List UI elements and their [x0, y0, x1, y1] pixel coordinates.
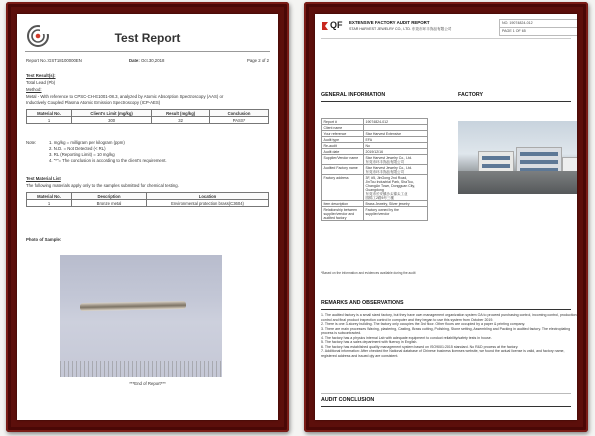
observations-list: [321, 313, 577, 358]
info-key: Supplier/Vendor name: [322, 155, 364, 165]
table-header-cell: Material No.: [27, 110, 72, 117]
remarks-heading: REMARKS AND OBSERVATIONS: [321, 300, 404, 306]
info-key: Client name: [322, 125, 364, 131]
report-title: Test Report: [114, 31, 181, 45]
info-value: 19074824-012: [364, 119, 428, 125]
material-list-label: Test Material List: [26, 176, 61, 181]
remarks-divider: [321, 309, 571, 310]
report-no-value: GST18100000EN: [47, 58, 82, 63]
method-text-line-2: Inductively Coupled Plasma Atomic Emission Spectroscopy (ICP-AES): [26, 100, 161, 105]
factory-heading: FACTORY: [458, 92, 484, 98]
note-item: 2. N.D. = Not Detected (< RL): [49, 146, 106, 151]
info-row: [322, 165, 428, 175]
date-row: [129, 59, 164, 64]
note-item: 1. mg/kg = milligram per kilogram (ppm): [49, 140, 125, 145]
table-header-cell: Material No.: [27, 193, 72, 200]
table-cell: 300: [72, 117, 152, 124]
building-window: [482, 156, 510, 160]
note-item: 3. RL (Reporting Limit) = 10 mg/kg: [49, 152, 115, 157]
info-key: Report #: [322, 119, 364, 125]
building-window: [520, 152, 558, 156]
material-table: [26, 192, 269, 207]
note-label: Note:: [26, 140, 37, 145]
info-key: Relationship between supplier/vendor and audited factory: [322, 207, 364, 221]
factory-photo: [458, 121, 577, 194]
note-item: 4. "*"= The conclusion is according to the client's requirement.: [49, 158, 167, 163]
info-value: Brass Jewelry, Silver jewelry: [364, 201, 428, 207]
table-row: [27, 117, 269, 124]
observation-item: 7. Additional information: After checked the National database of Chinese business licenses website, we found the actual license is valid, and factory name, registered address and issued qty are consistent.: [321, 349, 565, 358]
table-header-cell: Result (mg/kg): [152, 110, 210, 117]
sample-photo: [60, 255, 222, 377]
method-label: Method:: [26, 87, 42, 92]
info-value: EFA: [364, 137, 428, 143]
conclusion-divider: [321, 406, 571, 407]
info-key: Factory address: [322, 175, 364, 201]
observation-item: 2. There is one 3-storey building. The factory only occupies the 3rd floor. Other floors are occupied by a paper & printing company.: [321, 322, 526, 326]
info-value: Star Harvest Jewelry Co., Ltd. 东莞市环丰饰品有限公司: [364, 165, 428, 175]
title-divider: [25, 51, 270, 52]
observation-item: 4. The factory has a physics internal Lab with adequate equipment to conduct reliability/safety tests in house.: [321, 335, 492, 340]
section-divider: [321, 101, 571, 102]
end-of-report: ***End of Report***: [129, 381, 166, 386]
info-key: Item description: [322, 201, 364, 207]
qf-logo-icon: [321, 21, 330, 31]
info-value: Star Harvest Extensive: [364, 131, 428, 137]
table-cell: Bronze metal: [72, 200, 147, 207]
info-key: Audited Factory name: [322, 165, 364, 175]
audit-report-frame: [304, 2, 588, 432]
method-text-line-1: Metal - With reference to CPSC-CH-E1001-08.3, analyzed by Atomic Absorption Spectroscopy (AAS) or: [26, 94, 224, 99]
table-cell: PASS*: [210, 117, 269, 124]
table-cell: 1: [27, 117, 72, 124]
general-info-rows: [322, 119, 428, 221]
report-no-row: [26, 59, 82, 64]
date-value: Oct.30,2018: [140, 58, 165, 63]
building-window: [482, 164, 510, 168]
qf-logo-text: QF: [330, 20, 343, 30]
info-row: [322, 207, 428, 221]
audit-page-number: PAGE 1 OF 65: [502, 28, 526, 33]
conclusion-top-divider: [321, 393, 571, 394]
qf-logo: [321, 21, 343, 31]
audit-conclusion-heading: AUDIT CONCLUSION: [321, 397, 375, 403]
info-value: Factory owned by the supplier/vendor: [364, 207, 428, 221]
info-key: Audit date: [322, 149, 364, 155]
table-cell: 1: [27, 200, 72, 207]
table-cell: 32: [152, 117, 210, 124]
results-table: [26, 109, 269, 124]
table-header-cell: Description: [72, 193, 147, 200]
general-info-heading: GENERAL INFORMATION: [321, 92, 386, 98]
general-info-table: [321, 118, 428, 221]
factory-road: [458, 171, 577, 194]
table-header-cell: Client's Limit (mg/kg): [72, 110, 152, 117]
audit-report-number: NO. 19074824-012: [502, 20, 533, 25]
test-report-page: [17, 14, 278, 420]
table-row: [27, 200, 269, 207]
photo-label: Photo of Sample:: [26, 237, 62, 242]
test-results-label: Test Result(s):: [26, 73, 56, 78]
table-header-cell: Conclusion: [210, 110, 269, 117]
material-list-intro: The following materials apply only to the samples submitted for chemical testing.: [26, 183, 179, 188]
ruler-scale: [60, 361, 222, 377]
observation-item: 3. There are main processes Waxing, plastering, Casting, Brass cutting, Polishing, Stone setting, Assembling and Packing in audited factory. The electroplating process is subcontracted.: [321, 326, 571, 335]
audit-header-title: EXTENSIVE FACTORY AUDIT REPORT: [349, 20, 430, 25]
info-key: Audit type: [322, 137, 364, 143]
info-value: 3F, #5, JinGong 2nd Road, JinTou Industrial Park, ShaTou, ChangAn Town, Dongguan City, Guangdong 东莞市长安镇沙头锦头工业 园锦工2路5号三楼: [364, 175, 428, 201]
report-no-label: Report No.:: [26, 58, 48, 63]
page-box: [499, 27, 577, 36]
header-divider: [321, 38, 571, 39]
table-cell: Environmental protection brass(C3604): [147, 200, 269, 207]
observation-item: 6. The factory has established quality management system based on ISO9001:2015 standard. No R&D process at the factory.: [321, 344, 519, 349]
info-value: No: [364, 143, 428, 149]
brass-rod-sample: [80, 301, 186, 311]
info-value: Star Harvest Jewelry Co., Ltd. 东莞市环丰饰品有限公司: [364, 155, 428, 165]
date-label: Date:: [129, 58, 140, 63]
info-key: Re-audit: [322, 143, 364, 149]
info-value: 2019/12/16: [364, 149, 428, 155]
test-item: Total Lead (Pb): [26, 80, 56, 85]
test-report-frame: [6, 2, 289, 432]
page-number: Page 2 of 2: [247, 58, 269, 63]
observation-item: 1. The audited factory is a small sized factory, but they have own management organization system OA to proceed purchasing control, incoming control, production control and final product inspection control in computer and they began to use this system from October 2019.: [321, 313, 577, 322]
audit-header-company: STAR HARVEST JEWELRY CO., LTD. 东莞市环丰饰品有限公司: [349, 27, 452, 31]
info-footnote: *Based on the information and evidences available during the audit: [321, 271, 416, 275]
material-table-header: [27, 193, 269, 200]
info-row: [322, 155, 428, 165]
audit-report-page: [315, 14, 577, 420]
info-key: Your reference: [322, 131, 364, 137]
observation-item: 5. The factory has a sales department with fluency in English.: [321, 340, 418, 344]
results-table-header: [27, 110, 269, 117]
building-window: [520, 160, 558, 164]
table-header-cell: Location: [147, 193, 269, 200]
info-row: [322, 175, 428, 201]
